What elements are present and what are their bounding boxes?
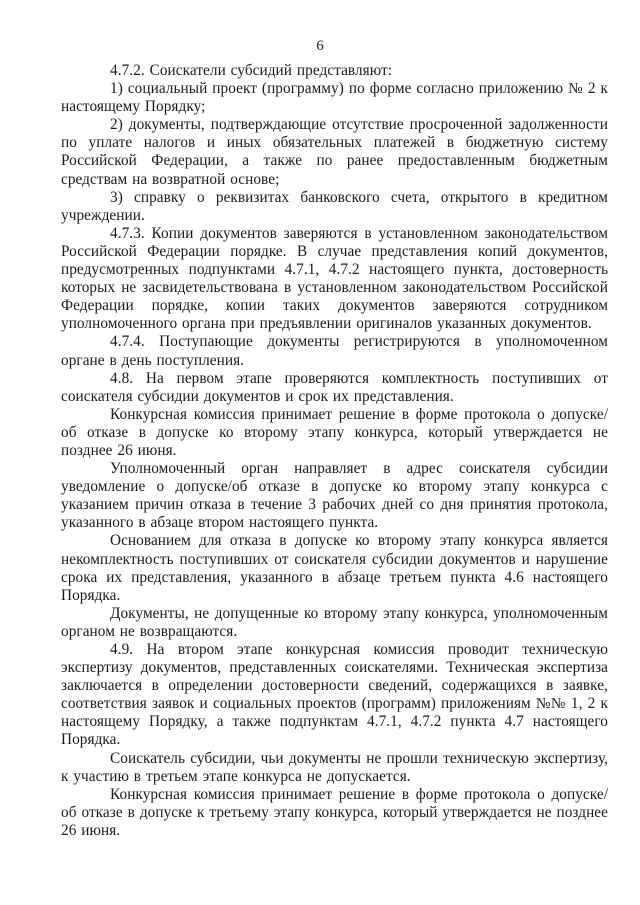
document-body — [61, 62, 608, 840]
paragraph: 4.8. На первом этапе проверяются комплектность поступивших от соискателя субсидии документов и срок их представления. — [61, 369, 608, 405]
paragraph: 4.9. На втором этапе конкурсная комиссия проводит техническую экспертизу документов, представленных соискателями. Техническая экспертиза заключается в определении достоверности сведений, содержащихся в заявке, соответствия заявок и социальных проектов (программ) приложениям №№ 1, 2 к настоящему Порядку, а также подпунктам 4.7.1, 4.7.2 пункта 4.7 настоящего Порядка. — [61, 641, 608, 749]
paragraph: 4.7.2. Соискатели субсидий представляют: — [110, 62, 393, 79]
page-number: 6 — [316, 38, 324, 54]
paragraph: 1) социальный проект (программу) по форме согласно приложению № 2 к настоящему Порядку; — [61, 80, 608, 116]
paragraph: 4.7.3. Копии документов заверяются в установленном законодательством Российской Федерации порядке. В случае представления копий документов, предусмотренных подпунктами 4.7.1, 4.7.2 настоящего пункта, достоверность которых не засвидетельствована в установленном законодательством Российской Федерации порядке, копии таких документов заверяются сотрудником уполномоченного органа при предъявлении оригиналов указанных документов. — [61, 224, 608, 333]
paragraph: 4.7.4. Поступающие документы регистрируются в уполномоченном органе в день поступления. — [61, 333, 608, 369]
paragraph: Основанием для отказа в допуске ко второму этапу конкурса является некомплектность поступивших от соискателя субсидии документов и нарушение срока их представления, указанного в абзаце третьем пункта 4.6 настоящего Порядка. — [61, 532, 608, 604]
paragraph: Соискатель субсидии, чьи документы не прошли техническую экспертизу, к участию в третьем этапе конкурса не допускается. — [61, 749, 608, 785]
paragraph: Конкурсная комиссия принимает решение в форме протокола о допуске/ об отказе в допуске ко второму этапу конкурса, который утверждается не позднее 26 июня. — [61, 405, 608, 459]
paragraph: Документы, не допущенные ко второму этапу конкурса, уполномоченным органом не возвращаются. — [61, 604, 608, 640]
paragraph: 3) справку о реквизитах банковского счета, открытого в кредитном учреждении. — [61, 188, 608, 224]
paragraph: Уполномоченный орган направляет в адрес соискателя субсидии уведомление о допуске/об отказе в допуске ко второму этапу конкурса с указанием причин отказа в течение 3 рабочих дней со дня принятия протокола, указанного в абзаце втором настоящего пункта. — [61, 460, 608, 532]
paragraph: Конкурсная комиссия принимает решение в форме протокола о допуске/ об отказе в допуске к третьему этапу конкурса, который утверждается не позднее 26 июня. — [61, 785, 608, 839]
paragraph: 2) документы, подтверждающие отсутствие просроченной задолженности по уплате налогов и иных обязательных платежей в бюджетную систему Российской Федерации, а также по ранее предоставленным бюджетным средствам на возвратной основе; — [61, 116, 608, 188]
